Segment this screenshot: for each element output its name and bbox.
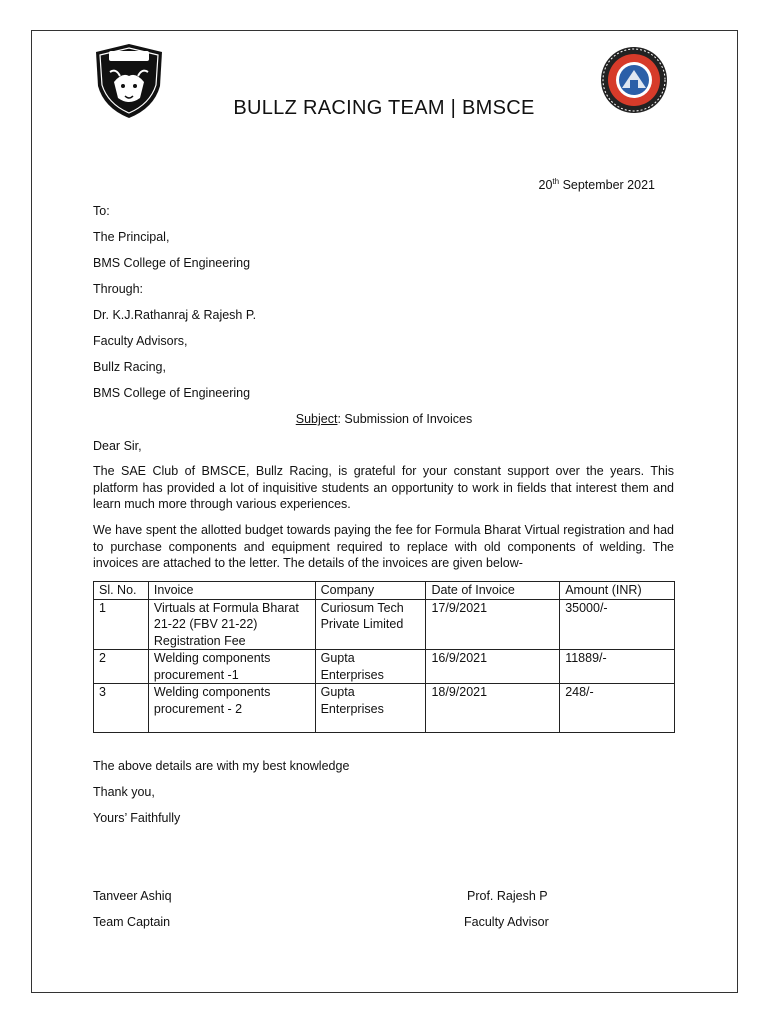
column-header: Company [315,582,426,600]
table-cell: Welding components procurement -1 [148,650,315,684]
address-line: BMS College of Engineering [93,256,251,270]
table-cell: 17/9/2021 [426,599,560,650]
signatory-role-left: Team Captain [93,915,171,929]
address-line: The Principal, [93,230,170,244]
table-row [94,650,675,684]
table-cell: Welding components procurement - 2 [148,684,315,733]
table-cell: 3 [94,684,149,733]
invoice-table [93,581,675,733]
table-cell: 35000/- [560,599,675,650]
closing-line: The above details are with my best knowledge [93,759,350,773]
address-line: Faculty Advisors, [93,334,188,348]
letter-date: 20th September 2021 [538,177,655,193]
table-cell: 248/- [560,684,675,733]
table-cell: Gupta Enterprises [315,650,426,684]
address-line: BMS College of Engineering [93,386,251,400]
page-title: BULLZ RACING TEAM | BMSCE [233,97,535,119]
signatory-role-right: Faculty Advisor [464,915,549,929]
signatory-name-left: Tanveer Ashiq [93,889,172,903]
address-line: To: [93,204,110,218]
table-cell: 2 [94,650,149,684]
body-paragraph: The SAE Club of BMSCE, Bullz Racing, is grateful for your constant support over the years. This platform has provided a lot of inquisitive students an opportunity to work in fields that interest them and learn much more through various experiences. [93,464,674,511]
column-header: Invoice [148,582,315,600]
subject-line: Subject: Submission of Invoices [295,412,473,426]
table-cell: 11889/- [560,650,675,684]
table-cell: Curiosum Tech Private Limited [315,599,426,650]
table-cell: 18/9/2021 [426,684,560,733]
address-line: Through: [93,282,144,296]
table-cell: 16/9/2021 [426,650,560,684]
column-header: Sl. No. [94,582,149,600]
table-header-row [94,582,675,600]
table-cell: 1 [94,599,149,650]
column-header: Amount (INR) [560,582,675,600]
table-row [94,684,675,733]
closing-line: Yours’ Faithfully [93,811,181,825]
table-cell: Virtuals at Formula Bharat 21-22 (FBV 21-22) Registration Fee [148,599,315,650]
address-line: Bullz Racing, [93,360,166,374]
address-line: Dr. K.J.Rathanraj & Rajesh P. [93,308,257,322]
signatory-name-right: Prof. Rajesh P [467,889,548,903]
closing-line: Thank you, [93,785,155,799]
column-header: Date of Invoice [426,582,560,600]
salutation: Dear Sir, [93,439,142,453]
table-cell: Gupta Enterprises [315,684,426,733]
table-row [94,599,675,650]
body-paragraph: We have spent the allotted budget towards paying the fee for Formula Bharat Virtual registration and had to purchase components and equipment required to replace with old components of welding. The invoices are attached to the letter. The details of the invoices are given below- [93,523,674,570]
